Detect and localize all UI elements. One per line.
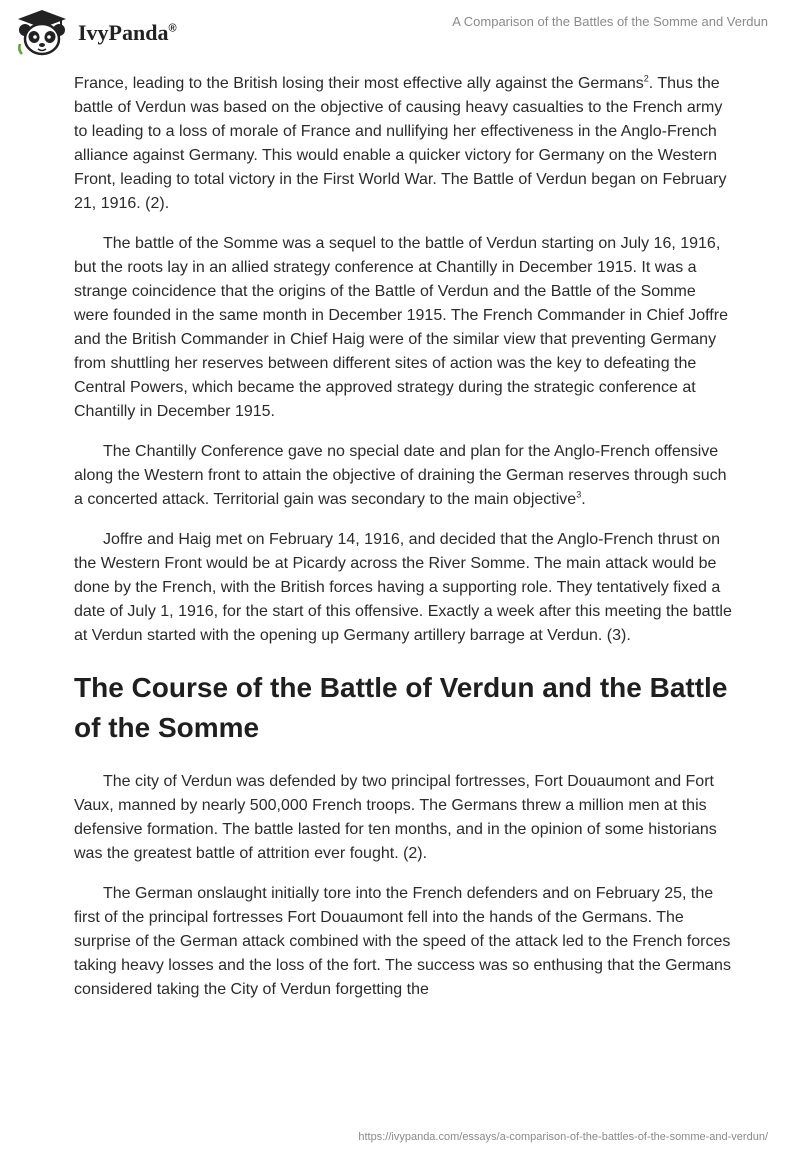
document-title: A Comparison of the Battles of the Somme and Verdun <box>452 14 768 29</box>
brand-name[interactable]: IvyPanda® <box>78 20 177 45</box>
page-header <box>0 0 800 60</box>
article-body <box>74 72 734 1018</box>
paragraph-6: The German onslaught initially tore into the French defenders and on February 25, the first of the principal fortresses Fort Douaumont fell into the hands of the Germans. The surprise of the German attack combined with the speed of the attack led to the French forces taking heavy losses and the loss of the fort. The success was so enthusing that the Germans considered taking the City of Verdun forgetting the <box>74 885 731 998</box>
paragraph-5: The city of Verdun was defended by two principal fortresses, Fort Douaumont and Fort Vaux, manned by nearly 500,000 French troops. The Germans threw a million men at this defensive formation. The battle lasted for ten months, and in the opinion of some historians was the greatest battle of attrition ever fought. (2). <box>74 773 717 862</box>
paragraph-3: The Chantilly Conference gave no special date and plan for the Anglo-French offensive along the Western front to attain the objective of draining the German reserves through such a concerted attack. Territorial gain was secondary to the main objective$^3$. <box>74 443 727 508</box>
panda-graduate-icon[interactable] <box>14 8 70 56</box>
footnote-ref-3[interactable]: 3 <box>576 489 582 500</box>
footnote-ref-2[interactable]: 2 <box>643 73 649 84</box>
footer-url[interactable]: https://ivypanda.com/essays/a-comparison-of-the-battles-of-the-somme-and-verdun/ <box>358 1131 768 1143</box>
paragraph-2: The battle of the Somme was a sequel to the battle of Verdun starting on July 16, 1916, but the roots lay in an allied strategy conference at Chantilly in December 1915. It was a strange coincidence that the origins of the Battle of Verdun and the Battle of the Somme were founded in the same month in December 1915. The French Commander in Chief Joffre and the British Commander in Chief Haig were of the similar view that preventing Germany from shuttling her reserves between different sites of action was the key to defeating the Central Powers, which became the approved strategy during the strategic conference at Chantilly in December 1915. <box>74 235 728 420</box>
section-heading: The Course of the Battle of Verdun and the Battle of the Somme <box>74 672 728 743</box>
paragraph-1: France, leading to the British losing their most effective ally against the Germans$^2$. Thus the battle of Verdun was based on the objective of causing heavy casualties to the French army to leading to a loss of morale of France and nullifying her effectiveness in the Anglo-French alliance against Germany. This would enable a quicker victory for Germany on the Western Front, leading to total victory in the First World War. The Battle of Verdun began on February 21, 1916. (2). <box>74 73 727 212</box>
paragraph-4: Joffre and Haig met on February 14, 1916, and decided that the Anglo-French thrust on the Western Front would be at Picardy across the River Somme. The main attack would be done by the French, with the British forces having a supporting role. They tentatively fixed a date of July 1, 1916, for the start of this offensive. Exactly a week after this meeting the battle at Verdun started with the opening up Germany artillery barrage at Verdun. (3). <box>74 531 732 644</box>
